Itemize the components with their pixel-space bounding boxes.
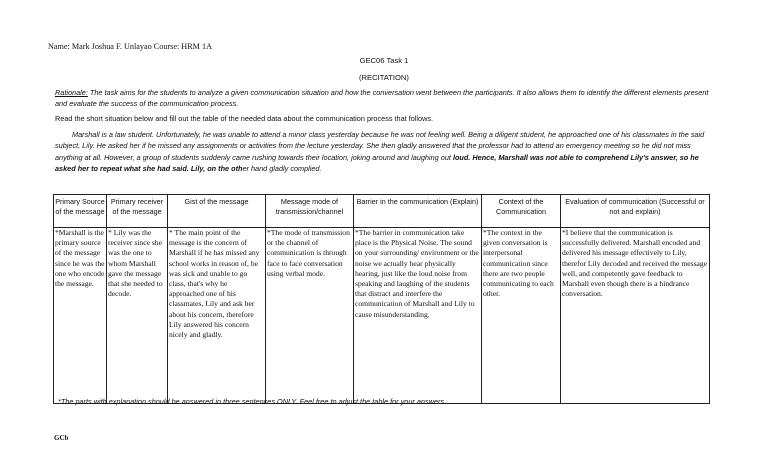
column-header: Message mode of transmission/channel: [266, 195, 354, 228]
table-cell[interactable]: *The barrier in communication take place is the Physical Noise. The sound on your surrounding/ environment or the noise we actually hear physically hearing, just like the loud noise from speaking and laughing of the students that distract and interfere the communication of Marshall and Lily to cause misunderstanding.: [354, 228, 482, 404]
column-header: Primary receiver of the message: [107, 195, 168, 228]
table-header-row: [54, 195, 710, 228]
rationale-text: The task aims for the students to analyze a given communication situation and how the conversation went between the participants. It also allows them to identify the different elements present and evaluate the success of the communication process.: [55, 88, 709, 108]
rationale-label: Rationale:: [55, 88, 88, 97]
table-cell[interactable]: *I believe that the communication is successfully delivered. Marshall encoded and delivered his message effectively to Lily, therefor Lily decoded and received the message well, and competently gave feedback to Marshall even though there is a hindrance conversation.: [561, 228, 710, 404]
table-cell[interactable]: *Marshall is the primary source of the message since he was the one who encode the message.: [54, 228, 107, 404]
task-title: GEC06 Task 1: [359, 56, 409, 65]
situation-paragraph: [55, 129, 715, 174]
situation-tail-text: er hand gladly complied.: [242, 163, 322, 173]
table-cell[interactable]: * The main point of the message is the concern of Marshall if he has missed any school works in reason of, he was sick and unable to go class, that's why he approached one of his classmates, Lily and ask her about his concern, therefore Lily answered his concern nicely and gladly.: [168, 228, 266, 404]
column-header: Primary Source of the message: [54, 195, 107, 228]
column-header: Evaluation of communication (Successful or not and explain): [561, 195, 710, 228]
rationale-paragraph: [55, 88, 715, 109]
table-cell[interactable]: *The context in the given conversation is interpersonal communication since there are two people communicating to each other.: [482, 228, 561, 404]
column-header: Context of the Communication: [482, 195, 561, 228]
communication-analysis-table: [53, 194, 710, 404]
logo-mark: GCb: [54, 434, 69, 442]
instruction-text: Read the short situation below and fill out the table of the needed data about the communication process that follows.: [55, 114, 434, 123]
footnote-text: *The parts with explanation should be answered in three sentences ONLY. Feel free to adjust the table for your answers.: [58, 397, 447, 406]
column-header: Gist of the message: [168, 195, 266, 228]
table-cell[interactable]: *The mode of transmission or the channel of communication is through face to face conversation using verbal mode.: [266, 228, 354, 404]
table-row: [54, 228, 710, 404]
column-header: Barrier in the communication (Explain): [354, 195, 482, 228]
situation-text: Marshall is a law student. Unfortunately, he was unable to attend a minor class yesterday because he was not feeling well. Being a diligent student, he approached one of his classmates in the said subject, Lily. He asked her if he missed any assignments or activities from the lecture yesterday. She then gladly answered that the professor had to attend an emergency meeting so he did not miss anything at all. However, a group of students suddenly came rushing towards their location, joking around and laughing out: [55, 130, 705, 162]
task-subtitle: (RECITATION): [359, 73, 409, 82]
student-name-line: Name: Mark Joshua F. Unlayao Course: HRM 1A: [48, 42, 212, 51]
situation-bold-text: loud. Hence, Marshall was not able to comprehend Lily's answer, so he asked her to repeat what she had said. Lily, on the oth: [55, 152, 699, 173]
table-cell[interactable]: * Lily was the receiver since she was the one to whom Marshall gave the message that she needed to decode.: [107, 228, 168, 404]
